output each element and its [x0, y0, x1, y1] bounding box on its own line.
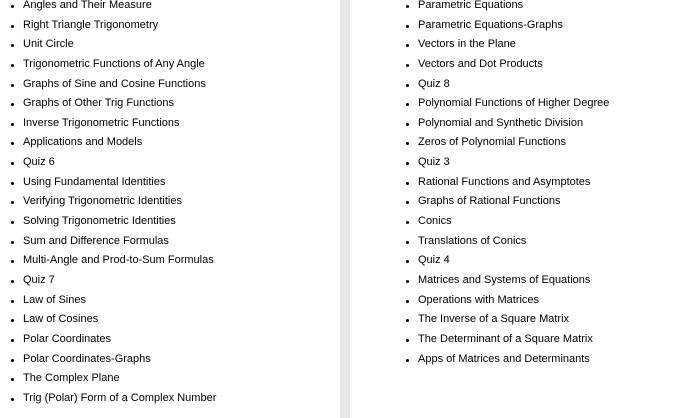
list-item[interactable]: Using Fundamental Identities	[10, 173, 216, 193]
list-item[interactable]: Trigonometric Functions of Any Angle	[10, 55, 216, 75]
list-item[interactable]: Right Triangle Trigonometry	[10, 16, 216, 36]
list-item[interactable]: Graphs of Other Trig Functions	[10, 94, 216, 114]
list-item[interactable]: Multi-Angle and Prod-to-Sum Formulas	[10, 251, 216, 271]
right-topic-list	[405, 0, 609, 369]
list-item[interactable]: Polar Coordinates-Graphs	[10, 350, 216, 370]
list-item[interactable]: Translations of Conics	[405, 232, 609, 252]
list-item[interactable]: Angles and Their Measure	[10, 0, 216, 16]
list-item[interactable]: Solving Trigonometric Identities	[10, 212, 216, 232]
list-item[interactable]: Parametric Equations-Graphs	[405, 16, 609, 36]
list-item[interactable]: Verifying Trigonometric Identities	[10, 192, 216, 212]
list-item[interactable]: Operations with Matrices	[405, 291, 609, 311]
list-item[interactable]: Quiz 7	[10, 271, 216, 291]
list-item[interactable]: Matrices and Systems of Equations	[405, 271, 609, 291]
list-item[interactable]: Parametric Equations	[405, 0, 609, 16]
list-item[interactable]: Quiz 4	[405, 251, 609, 271]
left-column	[0, 0, 340, 418]
list-item[interactable]: Sum and Difference Formulas	[10, 232, 216, 252]
left-topic-list	[10, 0, 216, 408]
list-item[interactable]: Polar Coordinates	[10, 330, 216, 350]
list-item[interactable]: Graphs of Sine and Cosine Functions	[10, 75, 216, 95]
list-item[interactable]: Applications and Models	[10, 133, 216, 153]
list-item[interactable]: Vectors and Dot Products	[405, 55, 609, 75]
list-item[interactable]: Law of Cosines	[10, 310, 216, 330]
list-item[interactable]: The Determinant of a Square Matrix	[405, 330, 609, 350]
list-item[interactable]: Conics	[405, 212, 609, 232]
list-item[interactable]: Unit Circle	[10, 35, 216, 55]
list-item[interactable]: Quiz 8	[405, 75, 609, 95]
list-item[interactable]: Graphs of Rational Functions	[405, 192, 609, 212]
list-item[interactable]: The Inverse of a Square Matrix	[405, 310, 609, 330]
list-item[interactable]: Zeros of Polynomial Functions	[405, 133, 609, 153]
list-item[interactable]: Law of Sines	[10, 291, 216, 311]
list-item[interactable]: Quiz 3	[405, 153, 609, 173]
list-item[interactable]: Apps of Matrices and Determinants	[405, 350, 609, 370]
list-item[interactable]: Trig (Polar) Form of a Complex Number	[10, 389, 216, 409]
list-item[interactable]: The Complex Plane	[10, 369, 216, 389]
right-column	[350, 0, 690, 418]
list-item[interactable]: Polynomial and Synthetic Division	[405, 114, 609, 134]
list-item[interactable]: Inverse Trigonometric Functions	[10, 114, 216, 134]
list-item[interactable]: Quiz 6	[10, 153, 216, 173]
list-item[interactable]: Polynomial Functions of Higher Degree	[405, 94, 609, 114]
column-divider	[340, 0, 350, 418]
list-item[interactable]: Rational Functions and Asymptotes	[405, 173, 609, 193]
list-item[interactable]: Vectors in the Plane	[405, 35, 609, 55]
